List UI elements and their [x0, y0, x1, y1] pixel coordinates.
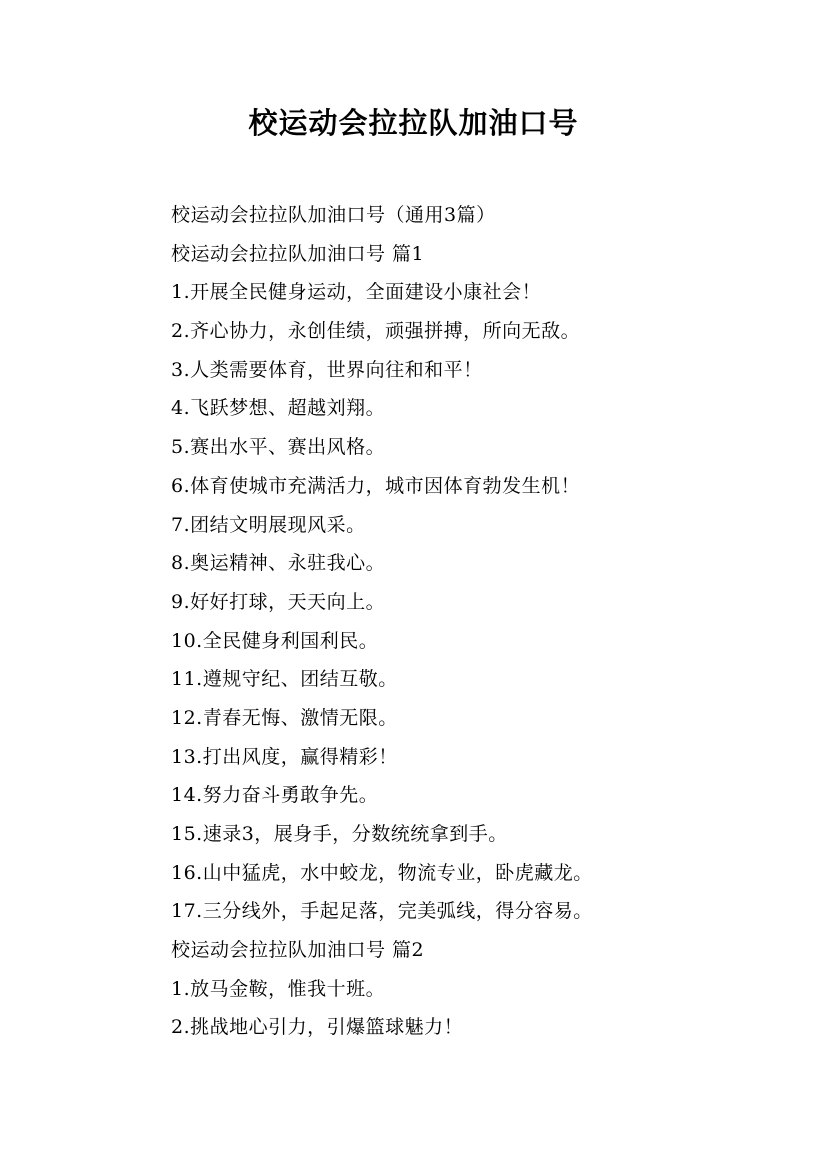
- slogan-line: 1.放马金鞍，惟我十班。: [171, 977, 386, 1000]
- document-title: 校运动会拉拉队加油口号: [248, 106, 579, 140]
- slogan-line: 15.速录3，展身手，分数统统拿到手。: [171, 823, 508, 845]
- slogan-line: 1.开展全民健身运动，全面建设小康社会！: [171, 281, 542, 304]
- slogan-line: 14.努力奋斗勇敢争先。: [171, 784, 379, 807]
- slogan-line: 8.奥运精神、永驻我心。: [171, 552, 386, 575]
- slogan-line: 12.青春无悔、激情无限。: [171, 706, 398, 729]
- slogan-line: 11.遵规守纪、团结互敬。: [171, 668, 398, 691]
- slogan-line: 4.飞跃梦想、超越刘翔。: [171, 397, 386, 420]
- slogan-line: 6.体育使城市充满活力，城市因体育勃发生机！: [171, 474, 581, 497]
- slogan-line: 13.打出风度，赢得精彩！: [171, 745, 398, 768]
- section-heading: 校运动会拉拉队加油口号 篇1: [171, 242, 425, 265]
- slogan-line: 9.好好打球，天天向上。: [171, 590, 386, 613]
- slogan-line: 3.人类需要体育，世界向往和和平！: [171, 358, 483, 381]
- slogan-line: 7.团结文明展现风采。: [171, 513, 366, 536]
- slogan-line: 10.全民健身利国利民。: [171, 629, 379, 652]
- slogan-line: 17.三分线外，手起足落，完美弧线，得分容易。: [171, 900, 593, 923]
- slogan-line: 2.挑战地心引力，引爆篮球魅力！: [171, 1016, 464, 1039]
- subtitle-line: 校运动会拉拉队加油口号（通用3篇）: [171, 204, 496, 226]
- slogan-line: 5.赛出水平、赛出风格。: [171, 436, 386, 459]
- section-heading: 校运动会拉拉队加油口号 篇2: [171, 939, 425, 962]
- slogan-line: 16.山中猛虎，水中蛟龙，物流专业，卧虎藏龙。: [171, 861, 593, 884]
- document-body: [171, 196, 791, 1047]
- slogan-line: 2.齐心协力，永创佳绩，顽强拼搏，所向无敌。: [171, 320, 581, 343]
